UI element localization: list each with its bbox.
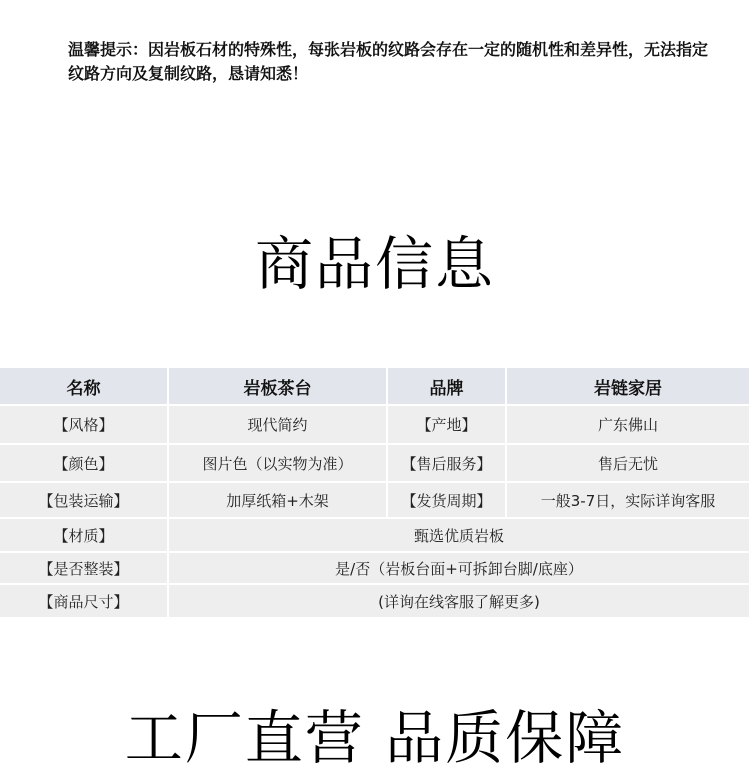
table-row [0,518,750,552]
row-label: 【发货周期】 [387,482,506,518]
row-value: 加厚纸箱+木架 [168,482,387,518]
table-row [0,405,750,444]
row-value: 现代简约 [168,405,387,444]
table-row [0,482,750,518]
product-info-table [0,368,750,619]
row-label: 【产地】 [387,405,506,444]
row-value: (详询在线客服了解更多) [168,584,750,618]
row-value: 甄选优质岩板 [168,518,750,552]
row-label: 【材质】 [0,518,168,552]
notice-text: 温馨提示：因岩板石材的特殊性，每张岩板的纹路会存在一定的随机性和差异性，无法指定纹路方向及复制纹路，恳请知悉！ [68,40,709,83]
row-label: 【风格】 [0,405,168,444]
row-value: 是/否（岩板台面+可拆卸台脚/底座） [168,552,750,584]
row-value: 一般3-7日，实际详询客服 [506,482,750,518]
table-header-row [0,368,750,405]
header-cell-name: 名称 [0,368,168,405]
header-cell-product: 岩板茶台 [168,368,387,405]
bottom-section-title: 工厂直营 品质保障 [124,704,626,772]
row-label: 【颜色】 [0,444,168,482]
row-label: 【是否整装】 [0,552,168,584]
row-value: 广东佛山 [506,405,750,444]
row-value: 售后无忧 [506,444,750,482]
table-row [0,584,750,618]
row-label: 【售后服务】 [387,444,506,482]
header-cell-brand-value: 岩链家居 [506,368,750,405]
row-label: 【包装运输】 [0,482,168,518]
table-row [0,444,750,482]
section-title: 商品信息 [254,230,495,298]
row-value: 图片色（以实物为准） [168,444,387,482]
header-cell-brand: 品牌 [387,368,506,405]
table-row [0,552,750,584]
row-label: 【商品尺寸】 [0,584,168,618]
